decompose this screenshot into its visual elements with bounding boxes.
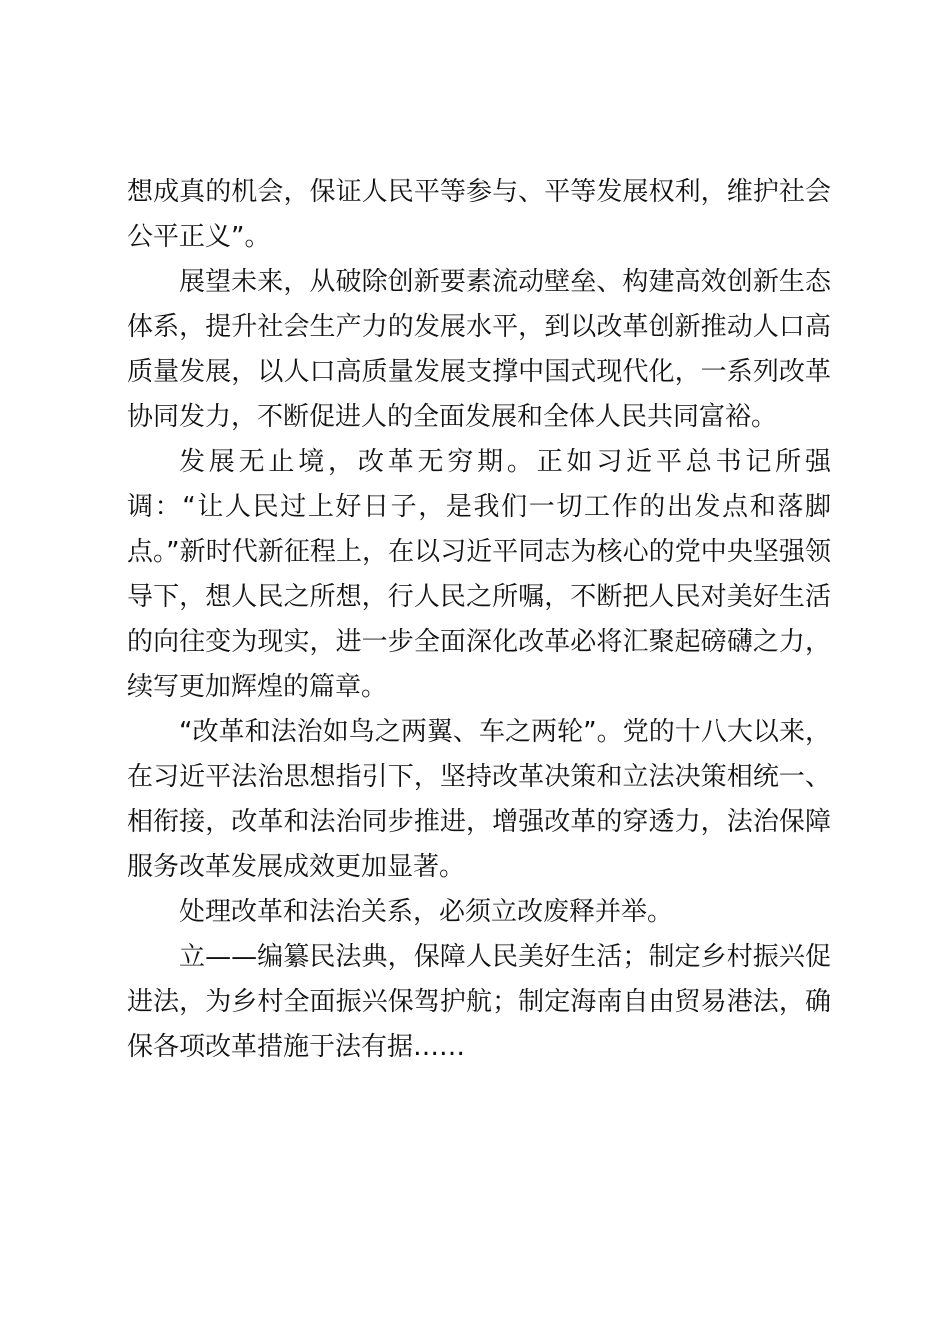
document-body: [127, 170, 831, 1070]
paragraph-5: 处理改革和法治关系，必须立改废释并举。: [179, 897, 674, 927]
paragraph-4: “改革和法治如鸟之两翼、车之两轮”。党的十八大以来，在习近平法治思想指引下，坚持改革决策和立法决策相统一、相衔接，改革和法治同步推进，增强改革的穿透力，法治保障服务改革发展成效更加显著。: [127, 717, 831, 882]
paragraph-2: 展望未来，从破除创新要素流动壁垒、构建高效创新生态体系，提升社会生产力的发展水平，到以改革创新推动人口高质量发展，以人口高质量发展支撑中国式现代化，一系列改革协同发力，不断促进人的全面发展和全体人民共同富裕。: [127, 267, 831, 432]
paragraph-1: 想成真的机会，保证人民平等参与、平等发展权利，维护社会公平正义”。: [127, 177, 831, 252]
paragraph-3: 发展无止境，改革无穷期。正如习近平总书记所强调：“让人民过上好日子，是我们一切工作的出发点和落脚点。”新时代新征程上，在以习近平同志为核心的党中央坚强领导下，想人民之所想，行人民之所嘱，不断把人民对美好生活的向往变为现实，进一步全面深化改革必将汇聚起磅礴之力，续写更加辉煌的篇章。: [127, 447, 831, 702]
paragraph-6: 立——编纂民法典，保障人民美好生活；制定乡村振兴促进法，为乡村全面振兴保驾护航；制定海南自由贸易港法，确保各项改革措施于法有据……: [127, 942, 831, 1062]
